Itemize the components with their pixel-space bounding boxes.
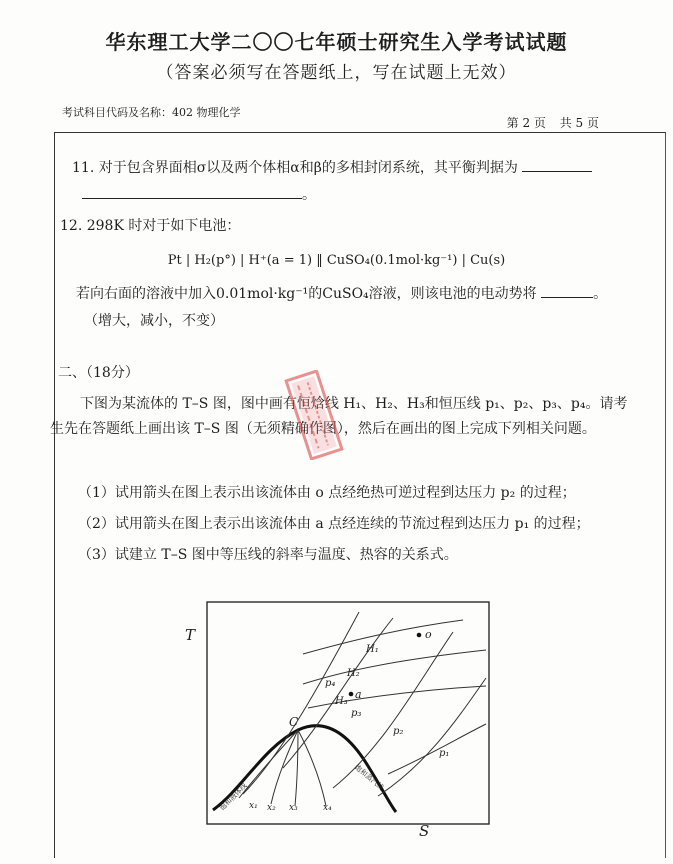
h2-label: H₂ — [347, 668, 360, 679]
q12-end: 。 — [593, 286, 608, 302]
p3-label: p₃ — [351, 708, 362, 719]
x4-label: x₄ — [323, 803, 332, 813]
q12-blank-line — [541, 283, 593, 298]
x1-label: x₁ — [249, 801, 258, 811]
q12-number: 12. — [60, 218, 83, 234]
cell-notation: Pt | H₂(p°) | H⁺(a = 1) ‖ CuSO₄(0.1mol·kg⁻¹) | Cu(s) — [167, 253, 506, 268]
question-11-continuation — [82, 184, 316, 206]
saturated-vapor-label: 饱和蒸汽线 — [353, 763, 385, 792]
q11-blank-line — [522, 157, 592, 172]
saturated-liquid-label: 饱和液体线 — [218, 781, 249, 813]
page-total: 共 5 页 — [559, 116, 599, 130]
quality-line-x3 — [295, 730, 298, 806]
q11-text: 对于包含界面相σ以及两个体相α和β的多相封闭系统，其平衡判据为 — [98, 160, 518, 176]
subject-label: 考试科目代码及名称：402 物理化学 — [62, 106, 241, 119]
exam-title: 华东理工大学二〇〇七年硕士研究生入学考试试题 — [105, 30, 568, 54]
point-o-marker — [417, 633, 422, 638]
point-a-marker — [349, 692, 354, 697]
isobar-p1 — [378, 678, 486, 796]
q12-question: 若向右面的溶液中加入0.01mol·kg⁻¹的CuSO₄溶液，则该电池的电动势将 — [76, 286, 537, 302]
question-11 — [72, 157, 592, 179]
p2-label: p₂ — [393, 726, 404, 737]
q11-number: 11. — [72, 160, 95, 176]
saturation-dome — [213, 726, 396, 812]
question-12 — [60, 215, 240, 237]
axis-t-label: T — [185, 626, 196, 644]
sub-question-3: （3）试建立 T–S 图中等压线的斜率与温度、热容的关系式。 — [78, 547, 458, 563]
h3-label: H₃ — [335, 696, 348, 707]
section-2-heading: 二、（18分） — [58, 365, 139, 381]
exam-subtitle: （答案必须写在答题纸上，写在试题上无效） — [156, 63, 517, 83]
isenthalp-h1 — [303, 620, 463, 654]
p4-label: p₄ — [325, 678, 336, 689]
point-a-label: a — [355, 688, 362, 701]
watermark-stamp — [284, 370, 344, 460]
critical-point-label: C — [289, 715, 299, 729]
isobar-p3 — [283, 618, 393, 768]
q12-options: （增大，减小，不变） — [84, 313, 224, 329]
x3-label: x₃ — [289, 803, 298, 813]
point-o-label: o — [425, 628, 432, 641]
h1-label: H₁ — [366, 644, 379, 655]
axis-s-label: S — [419, 822, 430, 840]
q11-end: 。 — [302, 187, 316, 203]
page-info — [497, 114, 599, 131]
quality-line-x4 — [298, 730, 326, 806]
sub-question-2: （2）试用箭头在图上表示出该流体由 a 点经连续的节流过程到达压力 p₁ 的过程； — [78, 516, 590, 532]
question-12-prompt — [76, 283, 607, 305]
p1-label: p₁ — [439, 748, 450, 759]
page-number: 第 2 页 — [506, 116, 546, 130]
q11-blank-line-2 — [82, 184, 302, 199]
x2-label: x₂ — [267, 803, 276, 813]
sub-question-1: （1）试用箭头在图上表示出该流体由 o 点经绝热可逆过程到达压力 p₂ 的过程； — [78, 485, 576, 501]
diagram-frame — [207, 602, 489, 824]
section-2-paragraph: 下图为某流体的 T–S 图，图中画有恒焓线 H₁、H₂、H₃和恒压线 p₁、p₂、p₃、p₄。请考生先在答题纸上画出该 T–S 图（无须精确作图），然后在画出的图上完成下列相关问题。 — [50, 396, 628, 437]
ts-diagram — [183, 598, 503, 858]
q12-intro: 298K 时对于如下电池： — [86, 218, 241, 234]
